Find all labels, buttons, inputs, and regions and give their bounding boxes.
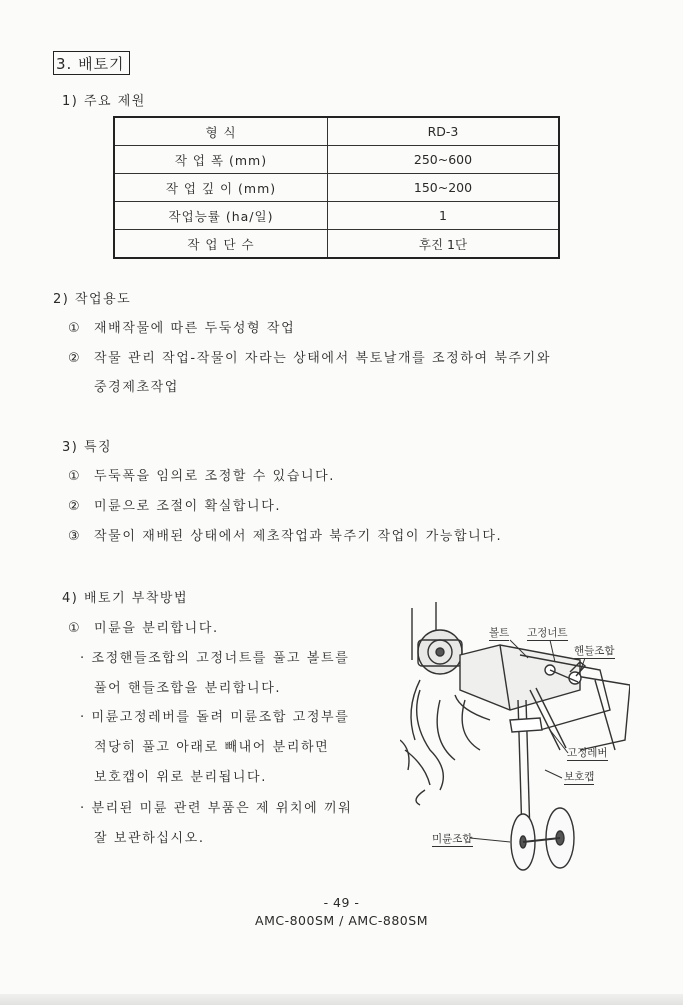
spec-value: 150~200 <box>328 174 560 202</box>
scan-edge <box>0 994 683 1005</box>
table-row <box>114 230 559 259</box>
model-name: AMC-800SM / AMC-880SM <box>255 913 428 928</box>
item-number: ① <box>68 621 82 636</box>
callout-fixing-lever: 고정레버 <box>567 747 608 759</box>
page-number: - 49 - <box>323 895 360 910</box>
attach-line: 풀어 핸들조합을 분리합니다. <box>94 681 282 696</box>
usage-item-2-cont: 중경제초작업 <box>94 380 179 395</box>
features-heading: 3) 특징 <box>62 440 113 455</box>
item-text: 미륜을 분리합니다. <box>94 621 219 636</box>
table-row <box>114 174 559 202</box>
spec-value: RD-3 <box>328 117 560 146</box>
item-number: ① <box>68 321 82 336</box>
item-number: ② <box>68 351 82 366</box>
attach-line: 보호캡이 위로 분리됩니다. <box>94 770 267 785</box>
callout-protective-cap: 보호캡 <box>564 771 595 783</box>
item-text: 작물 관리 작업-작물이 자라는 상태에서 복토날개를 조정하여 북주기와 <box>94 351 551 366</box>
item-text: 재배작물에 따른 두둑성형 작업 <box>94 321 296 336</box>
usage-heading: 2) 작업용도 <box>53 292 132 307</box>
spec-value: 250~600 <box>328 146 560 174</box>
item-text: 두둑폭을 임의로 조정할 수 있습니다. <box>94 469 336 484</box>
attach-heading: 4) 배토기 부착방법 <box>62 591 189 606</box>
item-text: 미륜으로 조절이 확실합니다. <box>94 499 282 514</box>
item-number: ② <box>68 499 82 514</box>
attach-line: · 조정핸들조합의 고정너트를 풀고 볼트를 <box>80 651 350 666</box>
callout-fixing-nut: 고정너트 <box>527 627 568 639</box>
spec-value: 후진 1단 <box>328 230 560 259</box>
spec-label: 작 업 깊 이 (mm) <box>114 174 328 202</box>
callout-handle-assembly: 핸들조합 <box>574 645 615 657</box>
spec-table <box>113 116 560 259</box>
usage-item-1 <box>68 317 295 336</box>
feature-item-3 <box>68 525 502 544</box>
specs-heading: 1) 주요 제원 <box>62 94 146 109</box>
spec-label: 작 업 폭 (mm) <box>114 146 328 174</box>
spec-label: 형 식 <box>114 117 328 146</box>
item-number: ① <box>68 469 82 484</box>
table-row <box>114 146 559 174</box>
spec-label: 작 업 단 수 <box>114 230 328 259</box>
spec-label: 작업능률 (ha/일) <box>114 202 328 230</box>
item-text: 작물이 재배된 상태에서 제초작업과 북주기 작업이 가능합니다. <box>94 529 503 544</box>
callout-bolt: 볼트 <box>489 627 510 639</box>
item-number: ③ <box>68 529 82 544</box>
table-row <box>114 202 559 230</box>
attach-step-1 <box>68 617 219 636</box>
spec-value: 1 <box>328 202 560 230</box>
table-row <box>114 117 559 146</box>
feature-item-1 <box>68 465 335 484</box>
usage-item-2 <box>68 347 551 366</box>
attach-line: 적당히 풀고 아래로 빼내어 분리하면 <box>94 740 330 755</box>
attach-line: 잘 보관하십시오. <box>94 831 205 846</box>
attach-line: · 미륜고정레버를 돌려 미륜조합 고정부를 <box>80 710 350 725</box>
feature-item-2 <box>68 495 281 514</box>
section-title: 3. 배토기 <box>53 51 130 75</box>
callout-wheel-assembly: 미륜조합 <box>432 833 473 845</box>
attach-line: · 분리된 미륜 관련 부품은 제 위치에 끼워 <box>80 801 353 816</box>
